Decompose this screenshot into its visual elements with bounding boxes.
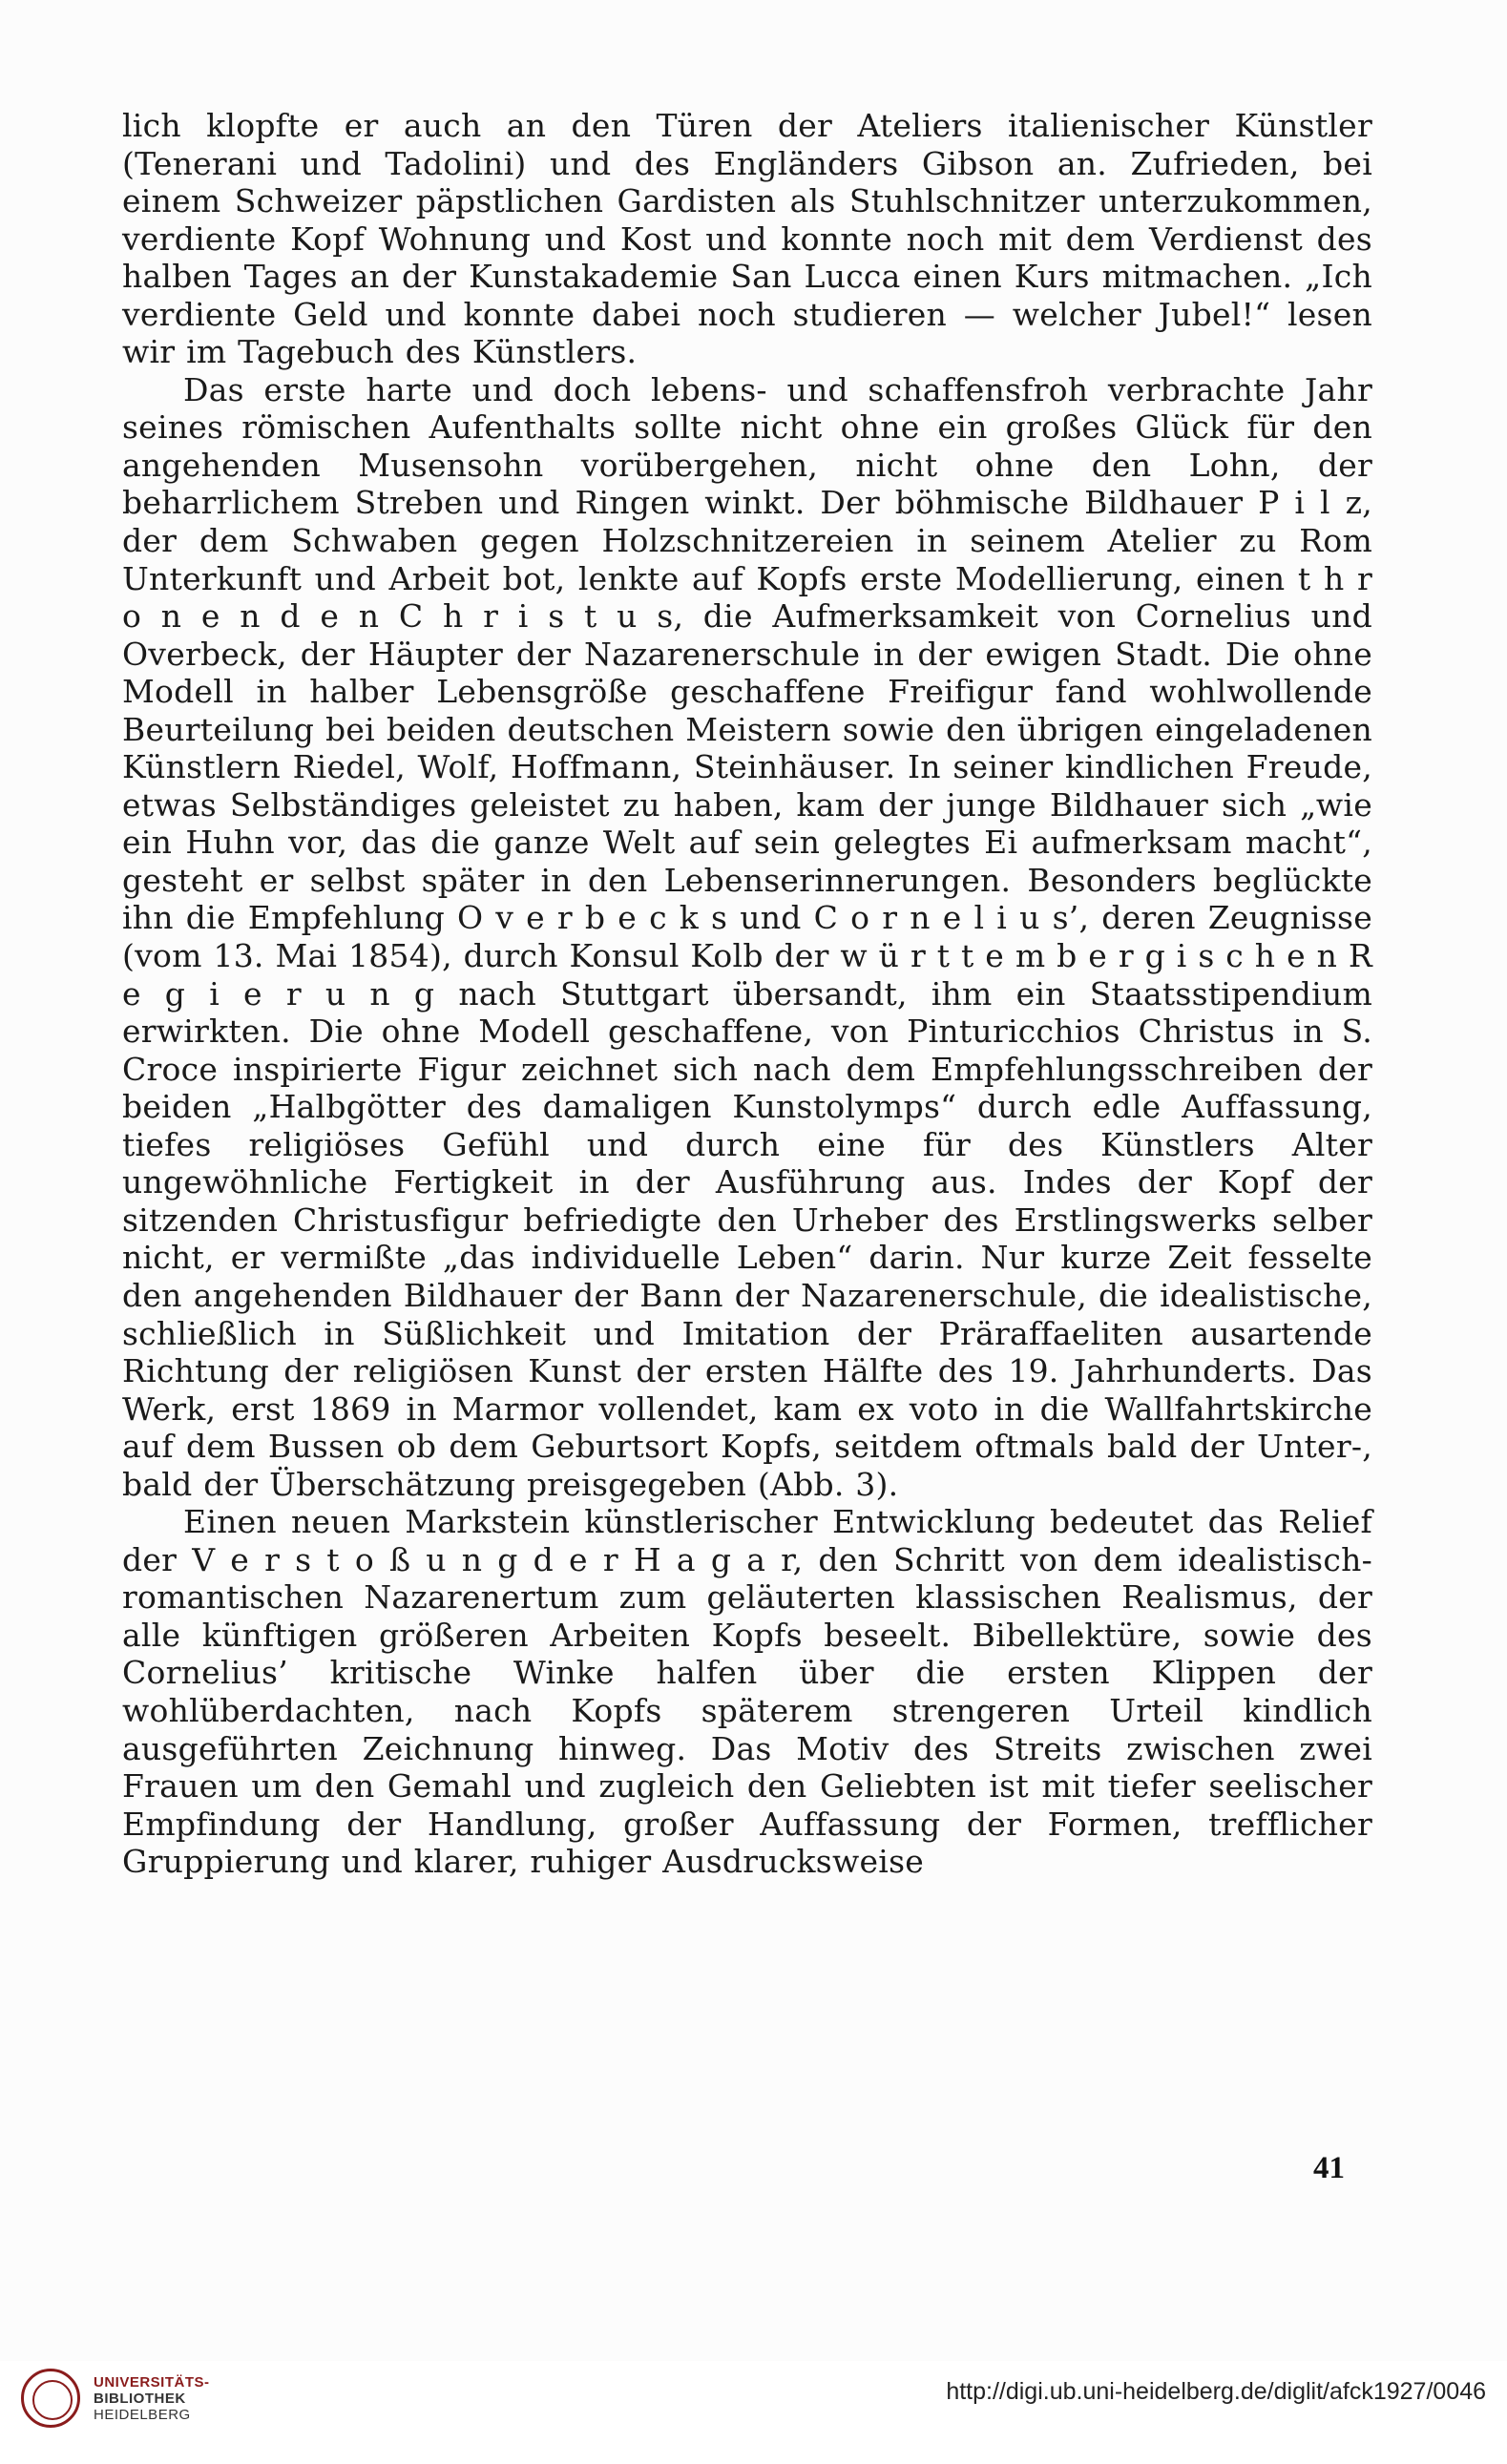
permalink-url[interactable]: http://digi.ub.uni-heidelberg.de/diglit/afck1927/0046 — [946, 2378, 1486, 2405]
library-line-3: HEIDELBERG — [94, 2406, 191, 2423]
paragraph-2: Das erste harte und doch lebens- und schaffensfroh verbrachte Jahr seines römischen Aufenthalts sollte nicht ohne ein großes Glück für den angehenden Musensohn vorübergehen, nicht ohne den Lohn, der beharrlichem Streben und Ringen winkt. Der böhmische Bildhauer P i l z, der dem Schwaben gegen Holzschnitzereien in seinem Atelier zu Rom Unterkunft und Arbeit bot, lenkte auf Kopfs erste Modellierung, einen t h r o n e n d e n C h r i s t u s, die Aufmerksamkeit von Cornelius und Overbeck, der Häupter der Nazarenerschule in der ewigen Stadt. Die ohne Modell in halber Lebensgröße geschaffene Freifigur fand wohlwollende Beurteilung bei beiden deutschen Meistern sowie den übrigen eingeladenen Künstlern Riedel, Wolf, Hoffmann, Steinhäuser. In seiner kindlichen Freude, etwas Selbständiges geleistet zu haben, kam der junge Bildhauer sich „wie ein Huhn vor, das die ganze Welt auf sein gelegtes Ei aufmerksam macht“, gesteht er selbst später in den Lebenserinnerungen. Besonders beglückte ihn die Empfehlung O v e r b e c k s und C o r n e l i u s’, deren Zeugnisse (vom 13. Mai 1854), durch Konsul Kolb der w ü r t t e m b e r g i s c h e n R e g i e r u n g nach Stuttgart übersandt, ihm ein Staatsstipendium erwirkten. Die ohne Modell geschaffene, von Pinturicchios Christus in S. Croce inspirierte Figur zeichnet sich nach dem Empfehlungsschreiben der beiden „Halbgötter des damaligen Kunstolymps“ durch edle Auffassung, tiefes religiöses Gefühl und durch eine für des Künstlers Alter ungewöhnliche Fertigkeit in der Ausführung aus. Indes der Kopf der sitzenden Christusfigur befriedigte den Urheber des Erstlingswerks selber nicht, er vermißte „das individuelle Leben“ darin. Nur kurze Zeit fesselte den angehenden Bildhauer der Bann der Nazarenerschule, die idealistische, schließlich in Süßlichkeit und Imitation der Präraffaeliten ausartende Richtung der religiösen Kunst der ersten Hälfte des 19. Jahrhunderts. Das Werk, erst 1869 in Marmor vollendet, kam ex voto in die Wallfahrtskirche auf dem Bussen ob dem Geburtsort Kopfs, seitdem oftmals bald der Unter-, bald der Überschätzung preisgegeben (Abb. 3). — [122, 370, 1372, 1503]
library-line-2: BIBLIOTHEK — [94, 2390, 186, 2407]
library-name — [94, 2374, 210, 2423]
paragraph-3: Einen neuen Markstein künstlerischer Entwicklung bedeutet das Relief der V e r s t o ß u n g d e r H a g a r, den Schritt von dem idealistisch-romantischen Nazarenertum zum geläuterten klassischen Realismus, der alle künftigen größeren Arbeiten Kopfs beseelt. Bibellektüre, sowie des Cornelius’ kritische Winke halfen über die ersten Klippen der wohlüberdachten, nach Kopfs späterem strengeren Urteil kindlich ausgeführten Zeichnung hinweg. Das Motiv des Streits zwischen zwei Frauen um den Gemahl und zugleich den Geliebten ist mit tiefer seelischer Empfindung der Handlung, großer Auffassung der Formen, trefflicher Gruppierung und klarer, ruhiger Ausdrucksweise — [122, 1503, 1372, 1881]
page-number: 41 — [1313, 2151, 1345, 2185]
university-seal-icon — [21, 2369, 80, 2428]
paragraph-1: lich klopfte er auch an den Türen der Ateliers italienischer Künstler (Tenerani und Tadolini) und des Engländers Gibson an. Zufrieden, bei einem Schweizer päpstlichen Gardisten als Stuhlschnitzer unterzukommen, verdiente Kopf Wohnung und Kost und konnte noch mit dem Verdienst des halben Tages an der Kunstakademie San Lucca einen Kurs mitmachen. „Ich verdiente Geld und konnte dabei noch studieren — welcher Jubel!“ lesen wir im Tagebuch des Künstlers. — [122, 107, 1372, 371]
page-body — [122, 107, 1372, 1881]
footer-bar — [0, 2361, 1507, 2464]
library-line-1: UNIVERSITÄTS- — [94, 2373, 210, 2391]
library-logo — [21, 2369, 210, 2428]
